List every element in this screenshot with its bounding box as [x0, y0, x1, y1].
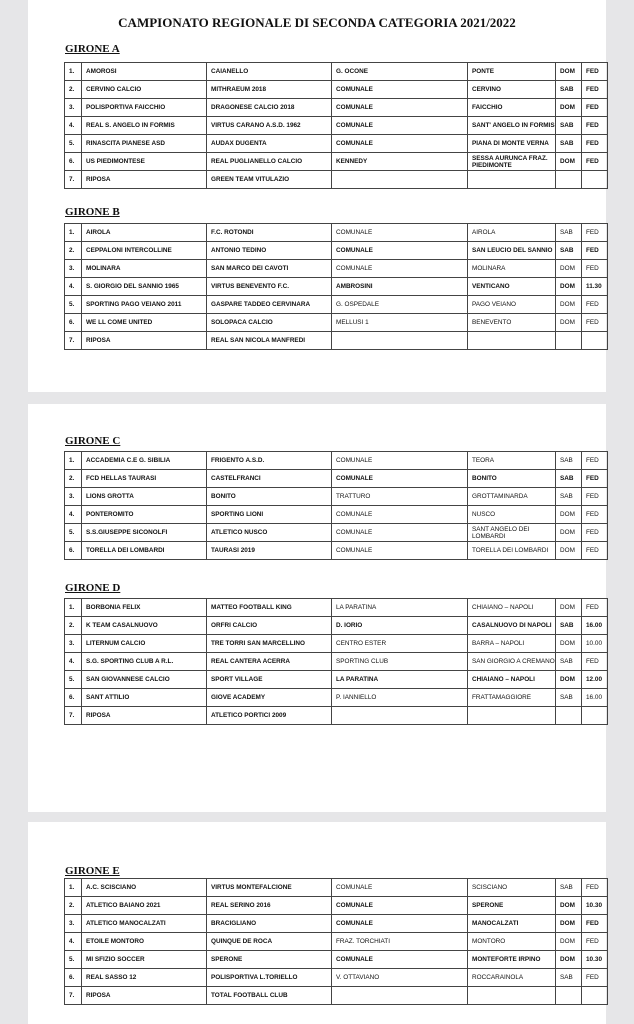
cell-home: SANT ATTILIO — [82, 689, 207, 707]
cell-home: PONTEROMITO — [82, 506, 207, 524]
cell-field: COMUNALE — [332, 879, 468, 897]
cell-field: LA PARATINA — [332, 599, 468, 617]
cell-field: SPORTING CLUB — [332, 653, 468, 671]
cell-home: S. GIORGIO DEL SANNIO 1965 — [82, 278, 207, 296]
cell-away: DRAGONESE CALCIO 2018 — [207, 99, 332, 117]
cell-away: TAURASI 2019 — [207, 542, 332, 560]
girone-b-table — [64, 223, 608, 350]
table-row — [65, 897, 608, 915]
document-title: CAMPIONATO REGIONALE DI SECONDA CATEGORIA 2021/2022 — [118, 15, 516, 30]
table-row — [65, 933, 608, 951]
table-row — [65, 689, 608, 707]
cell-field — [332, 332, 468, 350]
cell-away: ATLETICO PORTICI 2009 — [207, 707, 332, 725]
cell-away: QUINQUE DE ROCA — [207, 933, 332, 951]
cell-n: 2. — [65, 242, 82, 260]
cell-away: GASPARE TADDEO CERVINARA — [207, 296, 332, 314]
cell-day: DOM — [556, 63, 582, 81]
cell-n: 5. — [65, 296, 82, 314]
cell-away: SPERONE — [207, 951, 332, 969]
cell-field: COMUNALE — [332, 506, 468, 524]
cell-time: FED — [582, 117, 608, 135]
cell-town: FAICCHIO — [468, 99, 556, 117]
cell-town: SANT' ANGELO IN FORMIS — [468, 117, 556, 135]
table-row — [65, 617, 608, 635]
cell-field: COMUNALE — [332, 524, 468, 542]
cell-away: VIRTUS CARANO A.S.D. 1962 — [207, 117, 332, 135]
cell-day — [556, 332, 582, 350]
table-row — [65, 242, 608, 260]
cell-n: 3. — [65, 99, 82, 117]
cell-time: 12.00 — [582, 671, 608, 689]
cell-day: DOM — [556, 542, 582, 560]
girone-e-heading: GIRONE E — [65, 865, 120, 877]
cell-time: 10.30 — [582, 897, 608, 915]
cell-time: FED — [582, 153, 608, 171]
cell-day: DOM — [556, 260, 582, 278]
cell-field — [332, 707, 468, 725]
cell-home: K TEAM CASALNUOVO — [82, 617, 207, 635]
cell-away: SPORT VILLAGE — [207, 671, 332, 689]
table-row — [65, 452, 608, 470]
cell-n: 3. — [65, 260, 82, 278]
cell-time: FED — [582, 969, 608, 987]
cell-day: DOM — [556, 635, 582, 653]
document-page-1 — [28, 0, 606, 392]
cell-home: REAL S. ANGELO IN FORMIS — [82, 117, 207, 135]
cell-away: CASTELFRANCI — [207, 470, 332, 488]
cell-n: 7. — [65, 332, 82, 350]
cell-town: MOLINARA — [468, 260, 556, 278]
cell-time — [582, 332, 608, 350]
cell-away: TOTAL FOOTBALL CLUB — [207, 987, 332, 1005]
cell-n: 4. — [65, 506, 82, 524]
cell-time: FED — [582, 99, 608, 117]
table-row — [65, 635, 608, 653]
cell-day: DOM — [556, 524, 582, 542]
table-row — [65, 63, 608, 81]
cell-field: COMUNALE — [332, 135, 468, 153]
cell-away: MITHRAEUM 2018 — [207, 81, 332, 99]
cell-n: 5. — [65, 671, 82, 689]
table-row — [65, 314, 608, 332]
cell-away: AUDAX DUGENTA — [207, 135, 332, 153]
cell-day: DOM — [556, 897, 582, 915]
cell-away: BONITO — [207, 488, 332, 506]
cell-town: TORELLA DEI LOMBARDI — [468, 542, 556, 560]
table-row — [65, 224, 608, 242]
girone-c-heading: GIRONE C — [65, 435, 121, 447]
cell-field: P. IANNIELLO — [332, 689, 468, 707]
cell-away: ORFRI CALCIO — [207, 617, 332, 635]
cell-time: FED — [582, 933, 608, 951]
cell-town: SCISCIANO — [468, 879, 556, 897]
cell-field: COMUNALE — [332, 117, 468, 135]
cell-time: FED — [582, 506, 608, 524]
cell-time: FED — [582, 653, 608, 671]
cell-day: DOM — [556, 296, 582, 314]
table-row — [65, 542, 608, 560]
cell-n: 1. — [65, 599, 82, 617]
cell-home: WE LL COME UNITED — [82, 314, 207, 332]
cell-town: PAGO VEIANO — [468, 296, 556, 314]
cell-field: KENNEDY — [332, 153, 468, 171]
cell-home: SAN GIOVANNESE CALCIO — [82, 671, 207, 689]
cell-town: GROTTAMINARDA — [468, 488, 556, 506]
cell-town: SESSA AURUNCA FRAZ. PIEDIMONTE — [468, 153, 556, 171]
cell-field: COMUNALE — [332, 452, 468, 470]
cell-n: 1. — [65, 879, 82, 897]
cell-n: 2. — [65, 470, 82, 488]
cell-field: TRATTURO — [332, 488, 468, 506]
cell-time: FED — [582, 879, 608, 897]
cell-field: CENTRO ESTER — [332, 635, 468, 653]
cell-away: ANTONIO TEDINO — [207, 242, 332, 260]
cell-day: DOM — [556, 278, 582, 296]
cell-time: 10.00 — [582, 635, 608, 653]
table-row — [65, 987, 608, 1005]
cell-home: US PIEDIMONTESE — [82, 153, 207, 171]
girone-b-heading: GIRONE B — [65, 206, 120, 218]
cell-town: MONTEFORTE IRPINO — [468, 951, 556, 969]
table-row — [65, 653, 608, 671]
cell-home: RIPOSA — [82, 707, 207, 725]
cell-time — [582, 171, 608, 189]
table-row — [65, 278, 608, 296]
cell-day: DOM — [556, 671, 582, 689]
cell-home: MI SFIZIO SOCCER — [82, 951, 207, 969]
cell-town: PIANA DI MONTE VERNA — [468, 135, 556, 153]
cell-day: SAB — [556, 81, 582, 99]
cell-time: FED — [582, 81, 608, 99]
cell-n: 2. — [65, 897, 82, 915]
cell-n: 7. — [65, 707, 82, 725]
cell-town: PONTE — [468, 63, 556, 81]
cell-town: AIROLA — [468, 224, 556, 242]
cell-day: SAB — [556, 653, 582, 671]
cell-away: FRIGENTO A.S.D. — [207, 452, 332, 470]
cell-day: DOM — [556, 933, 582, 951]
cell-field: MELLUSI 1 — [332, 314, 468, 332]
cell-home: ATLETICO MANOCALZATI — [82, 915, 207, 933]
table-row — [65, 915, 608, 933]
cell-town — [468, 987, 556, 1005]
cell-time: FED — [582, 488, 608, 506]
cell-n: 1. — [65, 452, 82, 470]
cell-n: 6. — [65, 542, 82, 560]
table-row — [65, 117, 608, 135]
cell-n: 3. — [65, 488, 82, 506]
cell-n: 7. — [65, 171, 82, 189]
cell-time: FED — [582, 470, 608, 488]
cell-home: S.G. SPORTING CLUB A R.L. — [82, 653, 207, 671]
cell-n: 5. — [65, 951, 82, 969]
cell-home: A.C. SCISCIANO — [82, 879, 207, 897]
table-row — [65, 332, 608, 350]
cell-day: SAB — [556, 117, 582, 135]
cell-n: 5. — [65, 524, 82, 542]
cell-field: COMUNALE — [332, 224, 468, 242]
cell-time: FED — [582, 63, 608, 81]
cell-town: MONTORO — [468, 933, 556, 951]
cell-home: CEPPALONI INTERCOLLINE — [82, 242, 207, 260]
cell-n: 7. — [65, 987, 82, 1005]
cell-day: SAB — [556, 242, 582, 260]
cell-field: COMUNALE — [332, 242, 468, 260]
cell-time: FED — [582, 135, 608, 153]
cell-away: GREEN TEAM VITULAZIO — [207, 171, 332, 189]
cell-day: SAB — [556, 452, 582, 470]
document-page-2 — [28, 404, 606, 812]
table-row — [65, 260, 608, 278]
cell-day — [556, 171, 582, 189]
cell-time: FED — [582, 224, 608, 242]
girone-e-table — [64, 878, 608, 1005]
cell-home: AIROLA — [82, 224, 207, 242]
table-row — [65, 153, 608, 171]
cell-town: CHIAIANO – NAPOLI — [468, 671, 556, 689]
cell-home: S.S.GIUSEPPE SICONOLFI — [82, 524, 207, 542]
cell-away: REAL SAN NICOLA MANFREDI — [207, 332, 332, 350]
cell-town: SPERONE — [468, 897, 556, 915]
girone-d-table — [64, 598, 608, 725]
cell-field: COMUNALE — [332, 470, 468, 488]
cell-town: NUSCO — [468, 506, 556, 524]
table-row — [65, 506, 608, 524]
girone-d-heading: GIRONE D — [65, 582, 121, 594]
cell-field: G. OSPEDALE — [332, 296, 468, 314]
cell-away: SOLOPACA CALCIO — [207, 314, 332, 332]
table-row — [65, 524, 608, 542]
cell-field: COMUNALE — [332, 260, 468, 278]
cell-time: FED — [582, 524, 608, 542]
cell-n: 4. — [65, 117, 82, 135]
cell-n: 4. — [65, 278, 82, 296]
cell-time: 10.30 — [582, 951, 608, 969]
cell-home: TORELLA DEI LOMBARDI — [82, 542, 207, 560]
cell-day: DOM — [556, 915, 582, 933]
cell-day — [556, 707, 582, 725]
cell-town — [468, 171, 556, 189]
cell-n: 6. — [65, 969, 82, 987]
cell-home: CERVINO CALCIO — [82, 81, 207, 99]
cell-away: MATTEO FOOTBALL KING — [207, 599, 332, 617]
cell-town — [468, 707, 556, 725]
table-row — [65, 671, 608, 689]
cell-n: 4. — [65, 653, 82, 671]
cell-day: SAB — [556, 969, 582, 987]
cell-away: VIRTUS BENEVENTO F.C. — [207, 278, 332, 296]
cell-field: COMUNALE — [332, 542, 468, 560]
cell-n: 1. — [65, 224, 82, 242]
cell-field — [332, 987, 468, 1005]
cell-town: SANT ANGELO DEI LOMBARDI — [468, 524, 556, 542]
cell-town: SAN LEUCIO DEL SANNIO — [468, 242, 556, 260]
cell-home: MOLINARA — [82, 260, 207, 278]
cell-away: SPORTING LIONI — [207, 506, 332, 524]
cell-time: FED — [582, 242, 608, 260]
cell-field: V. OTTAVIANO — [332, 969, 468, 987]
cell-away: REAL CANTERA ACERRA — [207, 653, 332, 671]
cell-day: DOM — [556, 599, 582, 617]
cell-n: 6. — [65, 314, 82, 332]
cell-home: RIPOSA — [82, 987, 207, 1005]
cell-away: TRE TORRI SAN MARCELLINO — [207, 635, 332, 653]
cell-home: BORBONIA FELIX — [82, 599, 207, 617]
cell-day — [556, 987, 582, 1005]
cell-day: SAB — [556, 488, 582, 506]
table-row — [65, 81, 608, 99]
document-page-3 — [28, 822, 606, 1024]
cell-day: SAB — [556, 470, 582, 488]
cell-home: SPORTING PAGO VEIANO 2011 — [82, 296, 207, 314]
cell-n: 3. — [65, 635, 82, 653]
girone-a-heading: GIRONE A — [65, 43, 120, 55]
cell-town: BARRA – NAPOLI — [468, 635, 556, 653]
cell-home: FCD HELLAS TAURASI — [82, 470, 207, 488]
cell-away: F.C. ROTONDI — [207, 224, 332, 242]
cell-away: CAIANELLO — [207, 63, 332, 81]
table-row — [65, 99, 608, 117]
table-row — [65, 488, 608, 506]
girone-c-table — [64, 451, 608, 560]
cell-field: COMUNALE — [332, 81, 468, 99]
cell-town: CASALNUOVO DI NAPOLI — [468, 617, 556, 635]
cell-home: AMOROSI — [82, 63, 207, 81]
table-row — [65, 879, 608, 897]
cell-town: TEORA — [468, 452, 556, 470]
cell-away: REAL SERINO 2016 — [207, 897, 332, 915]
cell-time — [582, 707, 608, 725]
cell-time — [582, 987, 608, 1005]
table-row — [65, 599, 608, 617]
cell-field: AMBROSINI — [332, 278, 468, 296]
cell-field: COMUNALE — [332, 915, 468, 933]
cell-n: 2. — [65, 617, 82, 635]
cell-n: 1. — [65, 63, 82, 81]
table-row — [65, 135, 608, 153]
cell-town: ROCCARAINOLA — [468, 969, 556, 987]
cell-day: SAB — [556, 617, 582, 635]
cell-town: FRATTAMAGGIORE — [468, 689, 556, 707]
cell-town: BENEVENTO — [468, 314, 556, 332]
cell-field: COMUNALE — [332, 951, 468, 969]
cell-town: SAN GIORGIO A CREMANO — [468, 653, 556, 671]
cell-home: RIPOSA — [82, 332, 207, 350]
cell-field: G. OCONE — [332, 63, 468, 81]
cell-time: 16.00 — [582, 617, 608, 635]
cell-town: VENTICANO — [468, 278, 556, 296]
table-row — [65, 969, 608, 987]
cell-n: 5. — [65, 135, 82, 153]
cell-town: MANOCALZATI — [468, 915, 556, 933]
table-row — [65, 296, 608, 314]
cell-time: FED — [582, 542, 608, 560]
cell-day: DOM — [556, 314, 582, 332]
cell-away: ATLETICO NUSCO — [207, 524, 332, 542]
cell-field: COMUNALE — [332, 99, 468, 117]
cell-n: 4. — [65, 933, 82, 951]
cell-day: SAB — [556, 224, 582, 242]
cell-day: SAB — [556, 689, 582, 707]
cell-n: 3. — [65, 915, 82, 933]
cell-time: FED — [582, 915, 608, 933]
cell-day: SAB — [556, 879, 582, 897]
cell-home: POLISPORTIVA FAICCHIO — [82, 99, 207, 117]
cell-away: BRACIGLIANO — [207, 915, 332, 933]
cell-town: CERVINO — [468, 81, 556, 99]
cell-home: RINASCITA PIANESE ASD — [82, 135, 207, 153]
cell-home: ACCADEMIA C.E G. SIBILIA — [82, 452, 207, 470]
cell-home: LIONS GROTTA — [82, 488, 207, 506]
cell-away: REAL PUGLIANELLO CALCIO — [207, 153, 332, 171]
cell-away: GIOVE ACADEMY — [207, 689, 332, 707]
cell-n: 2. — [65, 81, 82, 99]
cell-time: FED — [582, 599, 608, 617]
cell-time: FED — [582, 260, 608, 278]
cell-day: DOM — [556, 153, 582, 171]
cell-home: REAL SASSO 12 — [82, 969, 207, 987]
table-row — [65, 707, 608, 725]
cell-town: CHIAIANO – NAPOLI — [468, 599, 556, 617]
cell-time: FED — [582, 314, 608, 332]
cell-time: 11.30 — [582, 278, 608, 296]
cell-n: 6. — [65, 689, 82, 707]
cell-town — [468, 332, 556, 350]
cell-field: D. IORIO — [332, 617, 468, 635]
cell-home: ATLETICO BAIANO 2021 — [82, 897, 207, 915]
cell-time: 16.00 — [582, 689, 608, 707]
cell-field — [332, 171, 468, 189]
girone-a-table — [64, 62, 608, 189]
cell-home: ETOILE MONTORO — [82, 933, 207, 951]
cell-field: COMUNALE — [332, 897, 468, 915]
cell-away: VIRTUS MONTEFALCIONE — [207, 879, 332, 897]
table-row — [65, 470, 608, 488]
cell-town: BONITO — [468, 470, 556, 488]
cell-field: LA PARATINA — [332, 671, 468, 689]
cell-away: POLISPORTIVA L.TORIELLO — [207, 969, 332, 987]
cell-day: SAB — [556, 135, 582, 153]
cell-day: DOM — [556, 951, 582, 969]
cell-away: SAN MARCO DEI CAVOTI — [207, 260, 332, 278]
cell-time: FED — [582, 296, 608, 314]
cell-n: 6. — [65, 153, 82, 171]
cell-field: FRAZ. TORCHIATI — [332, 933, 468, 951]
cell-home: RIPOSA — [82, 171, 207, 189]
cell-home: LITERNUM CALCIO — [82, 635, 207, 653]
cell-time: FED — [582, 452, 608, 470]
cell-day: DOM — [556, 506, 582, 524]
table-row — [65, 171, 608, 189]
cell-day: DOM — [556, 99, 582, 117]
table-row — [65, 951, 608, 969]
